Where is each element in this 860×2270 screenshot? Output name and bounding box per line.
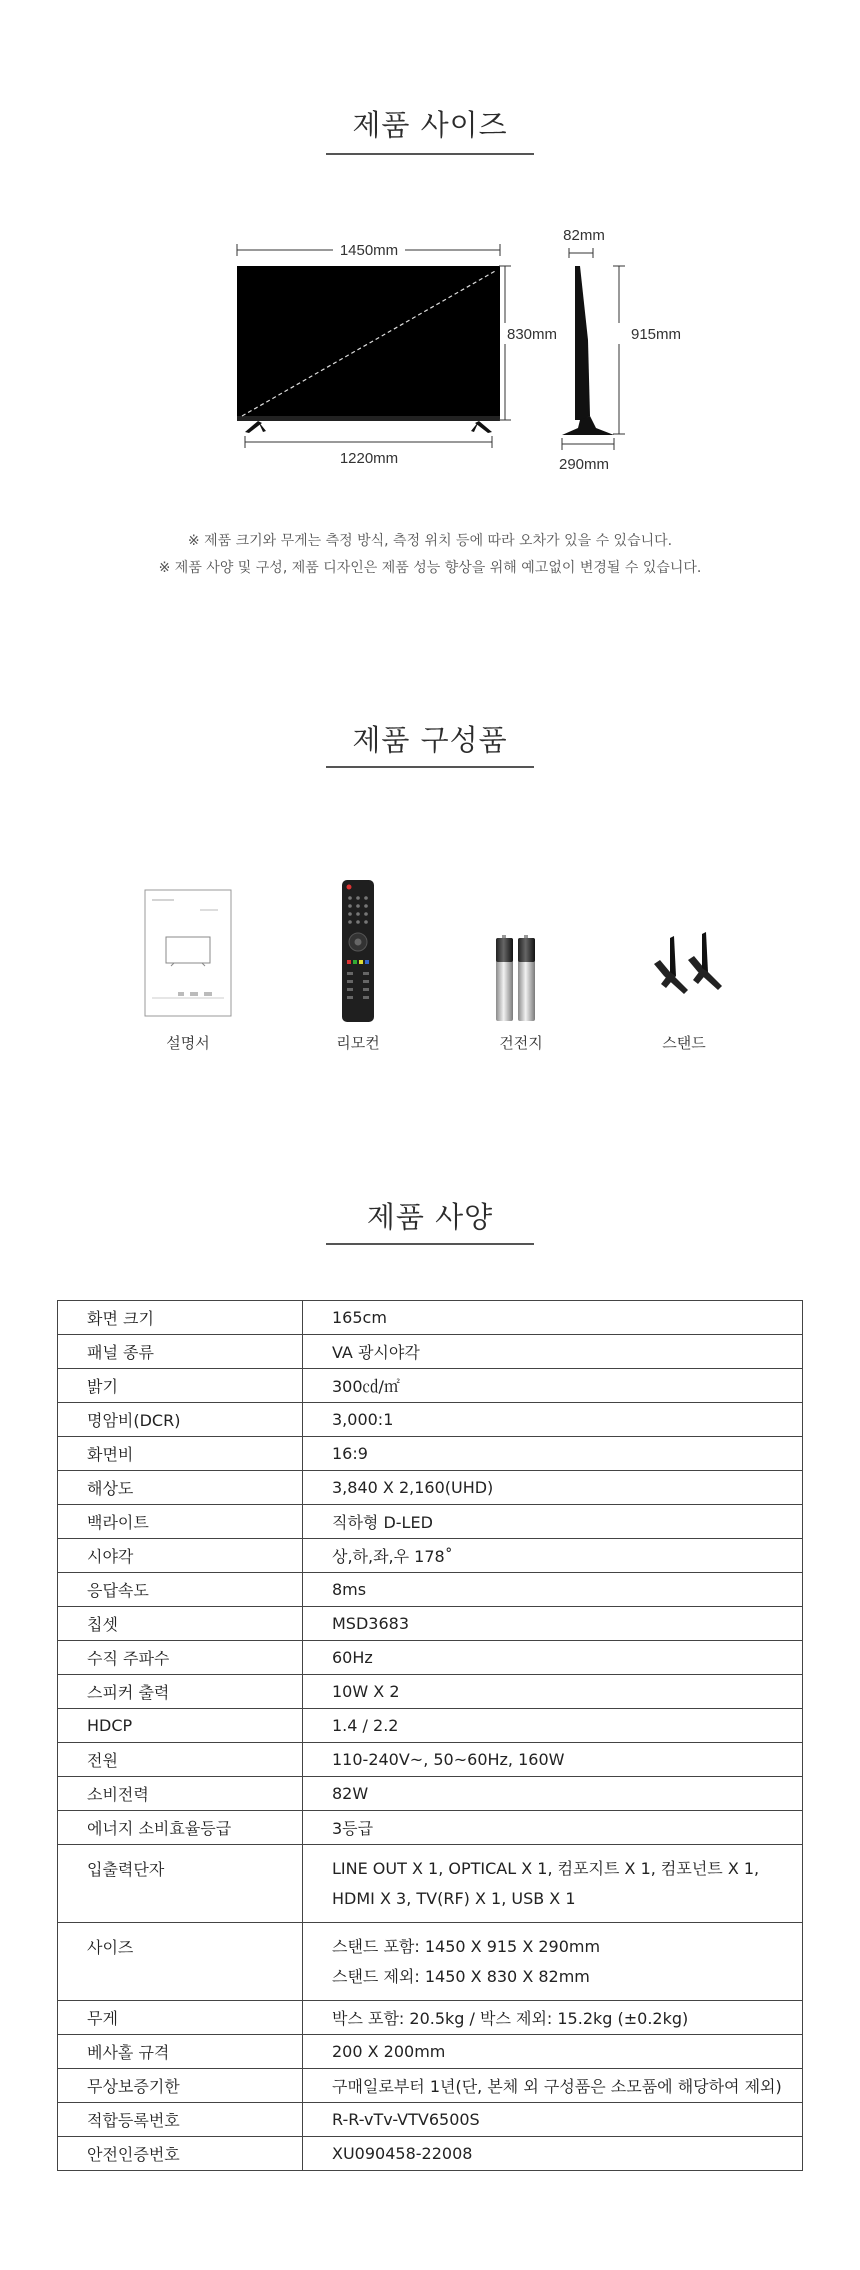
spec-value: 82W <box>303 1777 803 1811</box>
spec-key: 해상도 <box>58 1471 303 1505</box>
spec-row-response <box>58 1573 803 1607</box>
spec-row-speaker <box>58 1675 803 1709</box>
spec-value: 165cm <box>303 1301 803 1335</box>
dim-depth-label: 82mm <box>563 227 605 244</box>
spec-key: 스피커 출력 <box>58 1675 303 1709</box>
spec-key: 베사홀 규격 <box>58 2035 303 2069</box>
spec-row-consumption <box>58 1777 803 1811</box>
spec-value <box>303 1923 803 2001</box>
note-measurement: ※ 제품 크기와 무게는 측정 방식, 측정 위치 등에 따라 오차가 있을 수 있습니다. <box>187 533 673 549</box>
components-section-title: 제품 구성품 <box>352 723 508 757</box>
tv-side-view <box>562 248 625 450</box>
spec-key: 사이즈 <box>58 1923 303 2001</box>
spec-value: XU090458-22008 <box>303 2137 803 2171</box>
spec-row-energy-grade <box>58 1811 803 1845</box>
spec-value-line: 스탠드 포함: 1450 X 915 X 290mm <box>332 1936 601 1956</box>
spec-row-io-ports <box>58 1845 803 1923</box>
spec-value: MSD3683 <box>303 1607 803 1641</box>
spec-key: 무상보증기한 <box>58 2069 303 2103</box>
spec-key: 무게 <box>58 2001 303 2035</box>
spec-value: 16:9 <box>303 1437 803 1471</box>
spec-value-line: LINE OUT X 1, OPTICAL X 1, 컴포지트 X 1, 컴포넌트 X 1, <box>332 1858 760 1878</box>
spec-key: 화면 크기 <box>58 1301 303 1335</box>
spec-value-line: HDMI X 3, TV(RF) X 1, USB X 1 <box>332 1888 576 1908</box>
spec-row-refresh <box>58 1641 803 1675</box>
spec-value: 60Hz <box>303 1641 803 1675</box>
spec-row-viewing-angle <box>58 1539 803 1573</box>
spec-key: 안전인증번호 <box>58 2137 303 2171</box>
spec-section-title: 제품 사양 <box>366 1200 494 1234</box>
size-title-underline <box>326 153 534 155</box>
tv-screen <box>237 266 500 420</box>
component-remote <box>278 880 438 1060</box>
spec-row-hdcp <box>58 1709 803 1743</box>
size-section-title: 제품 사이즈 <box>352 108 508 142</box>
spec-key: 명암비(DCR) <box>58 1403 303 1437</box>
spec-value: 200 X 200mm <box>303 2035 803 2069</box>
component-label-battery: 건전지 <box>499 1034 543 1052</box>
spec-row-safety-cert <box>58 2137 803 2171</box>
spec-value: 300㏅/㎡ <box>303 1369 803 1403</box>
spec-value: VA 광시야각 <box>303 1335 803 1369</box>
spec-row-panel <box>58 1335 803 1369</box>
tv-dimension-svg <box>0 210 860 490</box>
component-battery <box>441 880 601 1060</box>
spec-row-registration <box>58 2103 803 2137</box>
spec-key: 백라이트 <box>58 1505 303 1539</box>
spec-table <box>57 1300 803 2171</box>
spec-title-underline <box>326 1243 534 1245</box>
spec-key: 에너지 소비효율등급 <box>58 1811 303 1845</box>
spec-row-warranty <box>58 2069 803 2103</box>
stand-icon <box>604 880 764 1025</box>
tv-dimension-diagram <box>0 210 860 490</box>
battery-icon <box>441 880 601 1025</box>
spec-key: 응답속도 <box>58 1573 303 1607</box>
spec-value: 8ms <box>303 1573 803 1607</box>
spec-row-aspect <box>58 1437 803 1471</box>
spec-key: 시야각 <box>58 1539 303 1573</box>
spec-row-chipset <box>58 1607 803 1641</box>
spec-row-contrast <box>58 1403 803 1437</box>
spec-value: 박스 포함: 20.5kg / 박스 제외: 15.2kg (±0.2kg) <box>303 2001 803 2035</box>
spec-key: 전원 <box>58 1743 303 1777</box>
spec-key: 화면비 <box>58 1437 303 1471</box>
component-label-manual: 설명서 <box>166 1034 210 1052</box>
spec-value: 10W X 2 <box>303 1675 803 1709</box>
spec-row-resolution <box>58 1471 803 1505</box>
spec-row-vesa <box>58 2035 803 2069</box>
tv-front-view <box>237 244 511 448</box>
spec-row-size <box>58 1923 803 2001</box>
spec-value: 3,840 X 2,160(UHD) <box>303 1471 803 1505</box>
note-design-change: ※ 제품 사양 및 구성, 제품 디자인은 제품 성능 향상을 위해 예고없이 변경될 수 있습니다. <box>158 560 702 576</box>
spec-row-weight <box>58 2001 803 2035</box>
dim-total-height-label: 915mm <box>631 326 682 343</box>
component-label-remote: 리모컨 <box>336 1034 380 1052</box>
spec-value: 3,000:1 <box>303 1403 803 1437</box>
spec-row-backlight <box>58 1505 803 1539</box>
spec-value <box>303 1845 803 1923</box>
spec-key: HDCP <box>58 1709 303 1743</box>
dim-width-label: 1450mm <box>339 242 399 259</box>
component-stand <box>604 880 764 1060</box>
spec-row-screen-size <box>58 1301 803 1335</box>
component-manual <box>108 880 268 1060</box>
dim-stand-width-label: 1220mm <box>339 450 399 467</box>
spec-key: 적합등록번호 <box>58 2103 303 2137</box>
spec-value-line: 스탠드 제외: 1450 X 830 X 82mm <box>332 1966 590 1986</box>
spec-value: 직하형 D-LED <box>303 1505 803 1539</box>
spec-row-power <box>58 1743 803 1777</box>
spec-value: 1.4 / 2.2 <box>303 1709 803 1743</box>
spec-value: R-R-vTv-VTV6500S <box>303 2103 803 2137</box>
spec-value: 구매일로부터 1년(단, 본체 외 구성품은 소모품에 해당하여 제외) <box>303 2069 803 2103</box>
spec-key: 패널 종류 <box>58 1335 303 1369</box>
component-label-stand: 스탠드 <box>662 1034 706 1052</box>
spec-key: 입출력단자 <box>58 1845 303 1923</box>
spec-row-brightness <box>58 1369 803 1403</box>
spec-key: 수직 주파수 <box>58 1641 303 1675</box>
spec-key: 칩셋 <box>58 1607 303 1641</box>
spec-value: 상,하,좌,우 178˚ <box>303 1539 803 1573</box>
manual-icon <box>108 880 268 1025</box>
dim-stand-depth-label: 290mm <box>558 456 610 473</box>
components-title-underline <box>326 766 534 768</box>
spec-key: 소비전력 <box>58 1777 303 1811</box>
dim-height-label: 830mm <box>506 326 558 343</box>
remote-icon <box>278 880 438 1025</box>
spec-key: 밝기 <box>58 1369 303 1403</box>
spec-value: 3등급 <box>303 1811 803 1845</box>
spec-value: 110-240V~, 50~60Hz, 160W <box>303 1743 803 1777</box>
